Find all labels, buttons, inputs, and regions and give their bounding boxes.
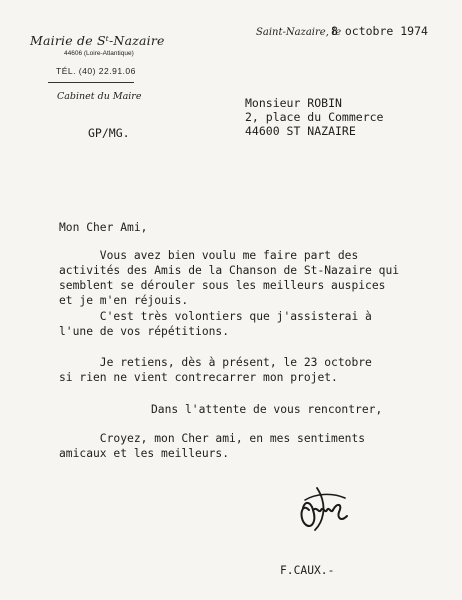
paragraph-line: et je m'en réjouis.	[59, 294, 189, 307]
signatory-name: F.CAUX.-	[280, 564, 335, 577]
paragraph-line: Dans l'attente de vous rencontrer,	[151, 403, 383, 416]
paragraph-line: si rien ne vient contrecarrer mon projet.	[59, 371, 338, 384]
handwritten-signature	[295, 480, 355, 536]
recipient-name: Monsieur ROBIN	[245, 96, 342, 110]
paragraph-5	[59, 431, 365, 461]
paragraph-line: Vous avez bien voulu me faire part des	[59, 249, 359, 262]
paragraph-1	[59, 248, 399, 308]
dateline-date: 8 octobre 1974	[331, 24, 428, 38]
recipient-address	[245, 96, 383, 138]
letterhead-mairie: Mairie de Sᵗ-Nazaire	[30, 33, 165, 48]
letterhead-postcode: 44606 (Loire-Atlantique)	[64, 50, 134, 57]
letterhead-phone: TÉL. (40) 22.91.06	[56, 66, 136, 76]
paragraph-line: semblent se dérouler sous les meilleurs auspices	[59, 279, 386, 292]
paragraph-line: activités des Amis de la Chanson de St-Nazaire qui	[59, 264, 400, 277]
salutation: Mon Cher Ami,	[59, 221, 148, 234]
paragraph-line: C'est très volontiers que j'assisterai à	[59, 310, 372, 323]
paragraph-2	[59, 309, 372, 339]
paragraph-4	[151, 402, 382, 417]
letterhead-divider	[48, 82, 134, 83]
paragraph-line: Croyez, mon Cher ami, en mes sentiments	[59, 432, 366, 445]
dateline-place: Saint-Nazaire, le	[256, 27, 342, 38]
paragraph-line: amicaux et les meilleurs.	[59, 447, 230, 460]
recipient-street: 2, place du Commerce	[245, 110, 384, 124]
letterhead-cabinet: Cabinet du Maire	[57, 91, 142, 102]
paragraph-line: Je retiens, dès à présent, le 23 octobre	[59, 356, 372, 369]
reference-code: GP/MG.	[88, 126, 130, 140]
recipient-city: 44600 ST NAZAIRE	[245, 124, 356, 138]
paragraph-line: l'une de vos répétitions.	[59, 325, 230, 338]
paragraph-3	[59, 355, 372, 385]
